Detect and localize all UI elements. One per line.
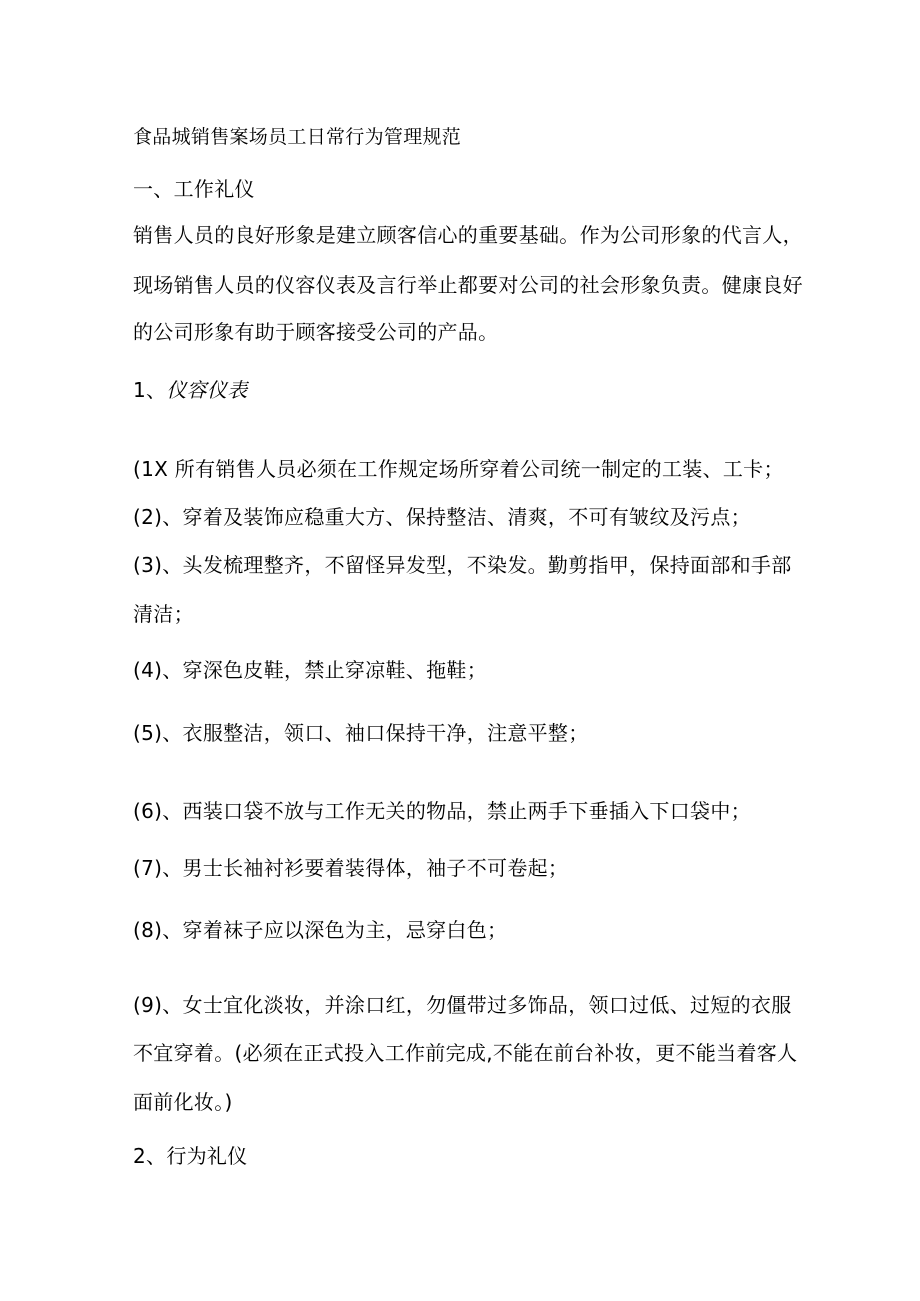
rule-line-continuation: 不宜穿着。(必须在正式投入工作前完成,不能在前台补妆，更不能当着客人 — [133, 1041, 798, 1065]
subsection-title: 仪容仪表 — [166, 378, 248, 402]
intro-paragraph-line: 的公司形象有助于顾客接受公司的产品。 — [133, 320, 499, 344]
rule-line: (3)、头发梳理整齐，不留怪异发型，不染发。勤剪指甲，保持面部和手部 — [133, 553, 792, 577]
rule-line: (5)、衣服整洁，领口、袖口保持干净，注意平整； — [133, 721, 589, 745]
subsection-heading-behavior: 2、行为礼仪 — [133, 1144, 248, 1168]
subsection-number: 1、 — [133, 378, 167, 402]
document-title: 食品城销售案场员工日常行为管理规范 — [133, 126, 462, 148]
rule-line: (1X 所有销售人员必须在工作规定场所穿着公司统一制定的工装、工卡； — [133, 457, 784, 481]
intro-paragraph-line: 销售人员的良好形象是建立顾客信心的重要基础。作为公司形象的代言人， — [133, 223, 803, 247]
rule-line: (4)、穿深色皮鞋，禁止穿凉鞋、拖鞋； — [133, 658, 488, 682]
rule-line: (9)、女士宜化淡妆，并涂口红，勿僵带过多饰品，领口过低、过短的衣服 — [133, 993, 792, 1017]
rule-line: (7)、男士长袖衬衫要着装得体，袖子不可卷起； — [133, 856, 569, 880]
rule-line-continuation: 面前化妆。) — [133, 1090, 233, 1114]
intro-paragraph-line: 现场销售人员的仪容仪表及言行举止都要对公司的社会形象负责。健康良好 — [133, 273, 803, 297]
subsection-heading-appearance — [133, 376, 248, 404]
rule-line: (2)、穿着及装饰应稳重大方、保持整洁、清爽，不可有皱纹及污点； — [133, 505, 751, 529]
rule-line: (8)、穿着袜子应以深色为主，忌穿白色； — [133, 918, 508, 942]
rule-line: (6)、西装口袋不放与工作无关的物品，禁止两手下垂插入下口袋中； — [133, 799, 751, 823]
rule-line-continuation: 清洁； — [133, 602, 194, 626]
section-heading-work-etiquette: 一、工作礼仪 — [133, 177, 255, 201]
